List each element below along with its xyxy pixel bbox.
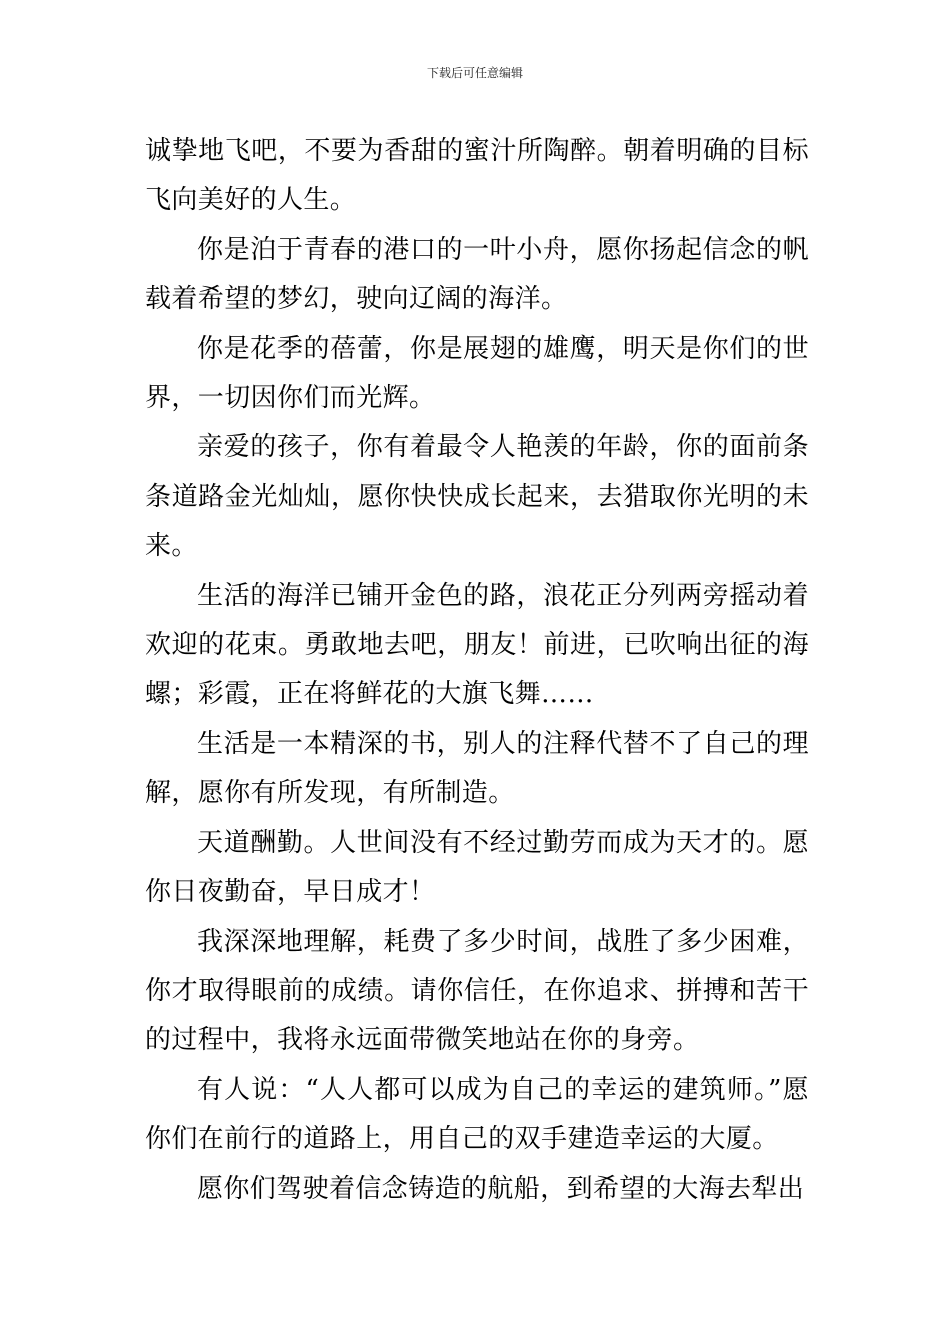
page-header: 下载后可任意编辑 (426, 66, 523, 80)
paragraph: 天道酬勤。人世间没有不经过勤劳而成为天才的。愿你日夜勤奋，早日成才！ (145, 827, 809, 908)
paragraph: 生活的海洋已铺开金色的路，浪花正分列两旁摇动着欢迎的花束。勇敢地去吧，朋友！前进，已吹响出征的海螺；彩霞，正在将鲜花的大旗飞舞…… (145, 580, 809, 710)
document-body (145, 127, 809, 1214)
paragraph: 亲爱的孩子，你有着最令人艳羡的年龄，你的面前条条道路金光灿灿，愿你快快成长起来，去猎取你光明的未来。 (145, 432, 809, 562)
paragraph: 你是泊于青春的港口的一叶小舟，愿你扬起信念的帆载着希望的梦幻，驶向辽阔的海洋。 (145, 234, 809, 315)
paragraph: 生活是一本精深的书，别人的注释代替不了自己的理解，愿你有所发现，有所制造。 (145, 728, 809, 809)
paragraph: 你是花季的蓓蕾，你是展翅的雄鹰，明天是你们的世界，一切因你们而光辉。 (145, 333, 809, 414)
paragraph: 诚挚地飞吧，不要为香甜的蜜汁所陶醉。朝着明确的目标飞向美好的人生。 (145, 136, 809, 216)
paragraph: 愿你们驾驶着信念铸造的航船，到希望的大海去犁出 (197, 1173, 805, 1204)
paragraph: 有人说：“人人都可以成为自己的幸运的建筑师。”愿你们在前行的道路上，用自己的双手建造幸运的大厦。 (145, 1074, 809, 1155)
paragraph: 我深深地理解，耗费了多少时间，战胜了多少困难，你才取得眼前的成绩。请你信任，在你追求、拼搏和苦干的过程中，我将永远面带微笑地站在你的身旁。 (145, 926, 809, 1056)
